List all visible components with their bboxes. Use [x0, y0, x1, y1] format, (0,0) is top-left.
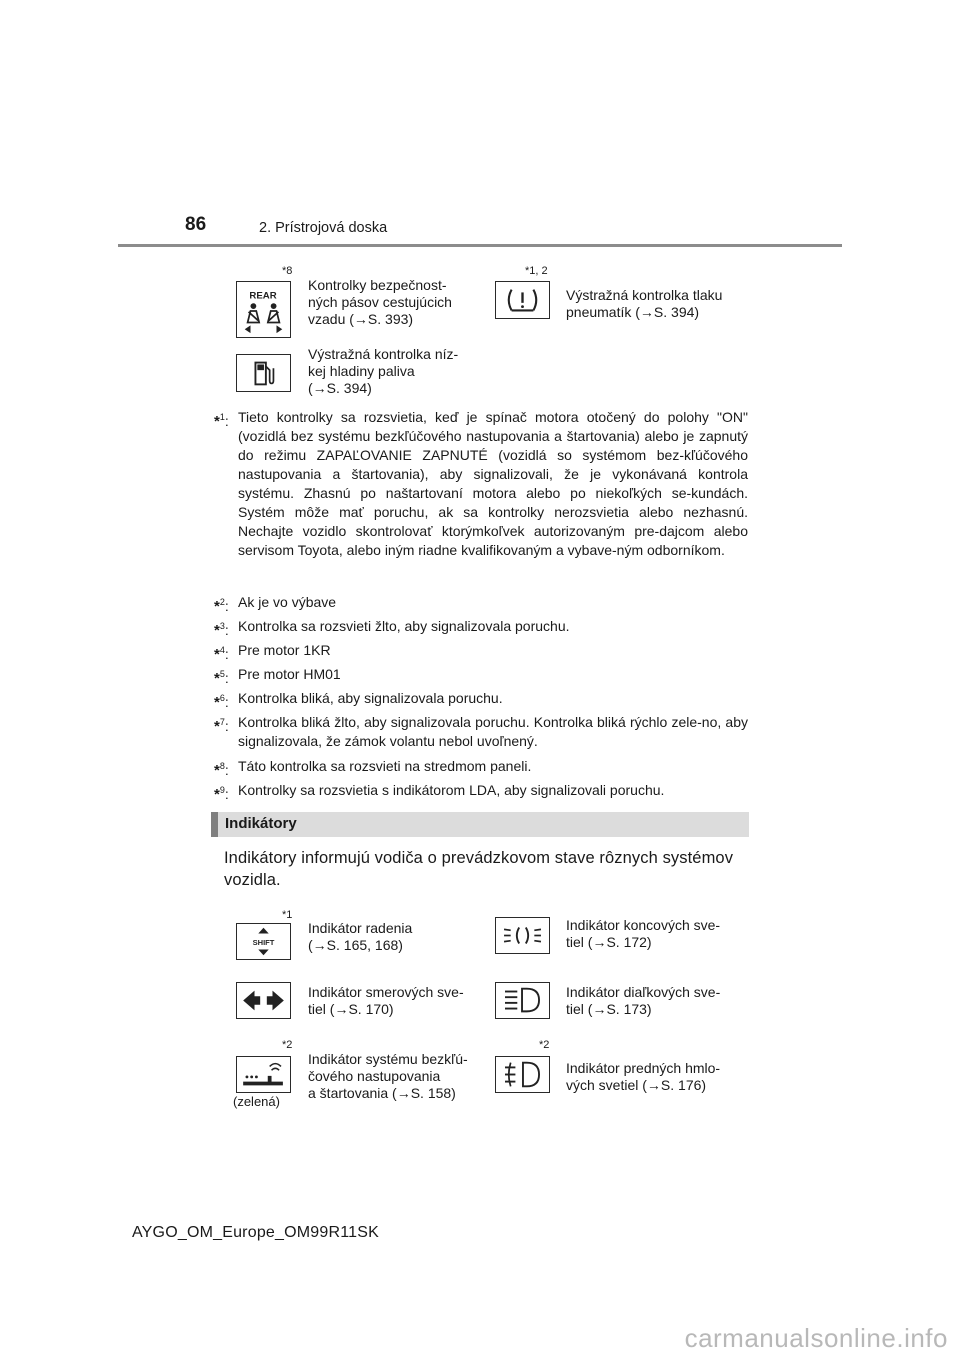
indicator-desc-front-fog: Indikátor predných hmlo- vých svetiel (→S. 176)	[566, 1060, 721, 1093]
rear-seatbelt-reminder-icon	[236, 281, 291, 338]
section-title: 2. Prístrojová doska	[259, 220, 388, 236]
smart-entry-indicator-icon	[236, 1056, 291, 1093]
indicator-desc-smart-entry: Indikátor systému bezkľú- čového nastupovania a štartovania (→S. 158)	[308, 1051, 468, 1101]
footnote-star: *8	[282, 265, 293, 277]
footnote-2: *$^2$: Ak je vo výbave	[214, 594, 337, 615]
footnote-6: *$^6$: Kontrolka bliká, aby signalizovala poruchu.	[214, 690, 503, 711]
footnote-5: *$^5$: Pre motor HM01	[214, 666, 341, 687]
footnote-4: *$^4$: Pre motor 1KR	[214, 642, 331, 663]
page-number: 86	[185, 214, 207, 235]
header-rule	[118, 244, 842, 247]
warning-light-desc-low-fuel: Výstražná kontrolka níz- kej hladiny paliva (→S. 394)	[308, 346, 459, 396]
low-fuel-warning-icon	[236, 354, 291, 392]
turn-signal-indicator-icon	[236, 982, 291, 1019]
footnote-9: *$^9$: Kontrolky sa rozsvietia s indikátorom LDA, aby signalizovali poruchu.	[214, 782, 665, 803]
indicator-desc-high-beam: Indikátor diaľkových sve- tiel (→S. 173)	[566, 984, 721, 1017]
tail-light-indicator-icon	[495, 917, 550, 954]
indicator-color-caption: (zelená)	[233, 1094, 280, 1109]
indicator-desc-tail-light: Indikátor koncových sve- tiel (→S. 172)	[566, 917, 721, 950]
footnote-8: *$^8$: Táto kontrolka sa rozsvieti na stredmom paneli.	[214, 758, 532, 779]
footnote-star: *2	[282, 1039, 293, 1051]
footnote-star: *1, 2	[525, 265, 548, 277]
high-beam-indicator-icon	[495, 982, 550, 1019]
indicator-desc-turn-signal: Indikátor smerových sve- tiel (→S. 170)	[308, 984, 464, 1017]
section-heading: Indikátory	[225, 815, 297, 832]
section-intro: Indikátory informujú vodiča o prevádzkovom stave rôznych systémov vozidla.	[224, 849, 734, 889]
svg-text:REAR: REAR	[249, 290, 277, 302]
tire-pressure-warning-icon	[495, 281, 550, 319]
footnote-star: *2	[539, 1039, 550, 1051]
document-code: AYGO_OM_Europe_OM99R11SK	[132, 1224, 379, 1241]
watermark: carmanualsonline.info	[684, 1323, 948, 1353]
svg-text:SHIFT: SHIFT	[252, 937, 275, 947]
section-band-accent	[211, 812, 218, 837]
warning-light-desc-rear-seatbelt: Kontrolky bezpečnost- ných pásov cestujúcich vzadu (→S. 393)	[308, 277, 452, 327]
footnote-3: *$^3$: Kontrolka sa rozsvieti žlto, aby signalizovala poruchu.	[214, 618, 570, 639]
footnote-star: *1	[282, 909, 293, 921]
front-fog-light-indicator-icon	[495, 1056, 550, 1093]
indicator-desc-shift: Indikátor radenia (→S. 165, 168)	[308, 920, 413, 953]
shift-indicator-icon	[236, 923, 291, 960]
footnote-1: *$^1$: Tieto kontrolky sa rozsvietia, keď je spínač motora otočený do polohy "ON" (vozidlá bez systému bezkľúčového nastupovania a štartovania) alebo je zapnutý do režimu ZAPAĽOVANIE ZAPNUTÉ (vozidlá so systémom bez-kľúčového nastupovania a štartovania), aby signalizovali, že je vykonávaná kontrola systému. Zhasnú po naštartovaní motora alebo po niekoľkých se-kundách. Systém môže mať poruchu, ak sa kontrolky nerozsvietia alebo nezhasnú. Nechajte vozidlo skontrolovať ktorýmkoľvek autorizovaným pre-dajcom alebo servisom Toyota, alebo iným riadne kvalifikovaným a vybave-ným odborníkom.	[214, 409, 748, 558]
warning-light-desc-tire-pressure: Výstražná kontrolka tlaku pneumatík (→S. 394)	[566, 287, 723, 320]
footnote-7: *$^7$: Kontrolka bliká žlto, aby signalizovala poruchu. Kontrolka bliká rýchlo zele-no, aby signalizovala, že zámok volantu nebol uvoľnený.	[214, 714, 748, 749]
